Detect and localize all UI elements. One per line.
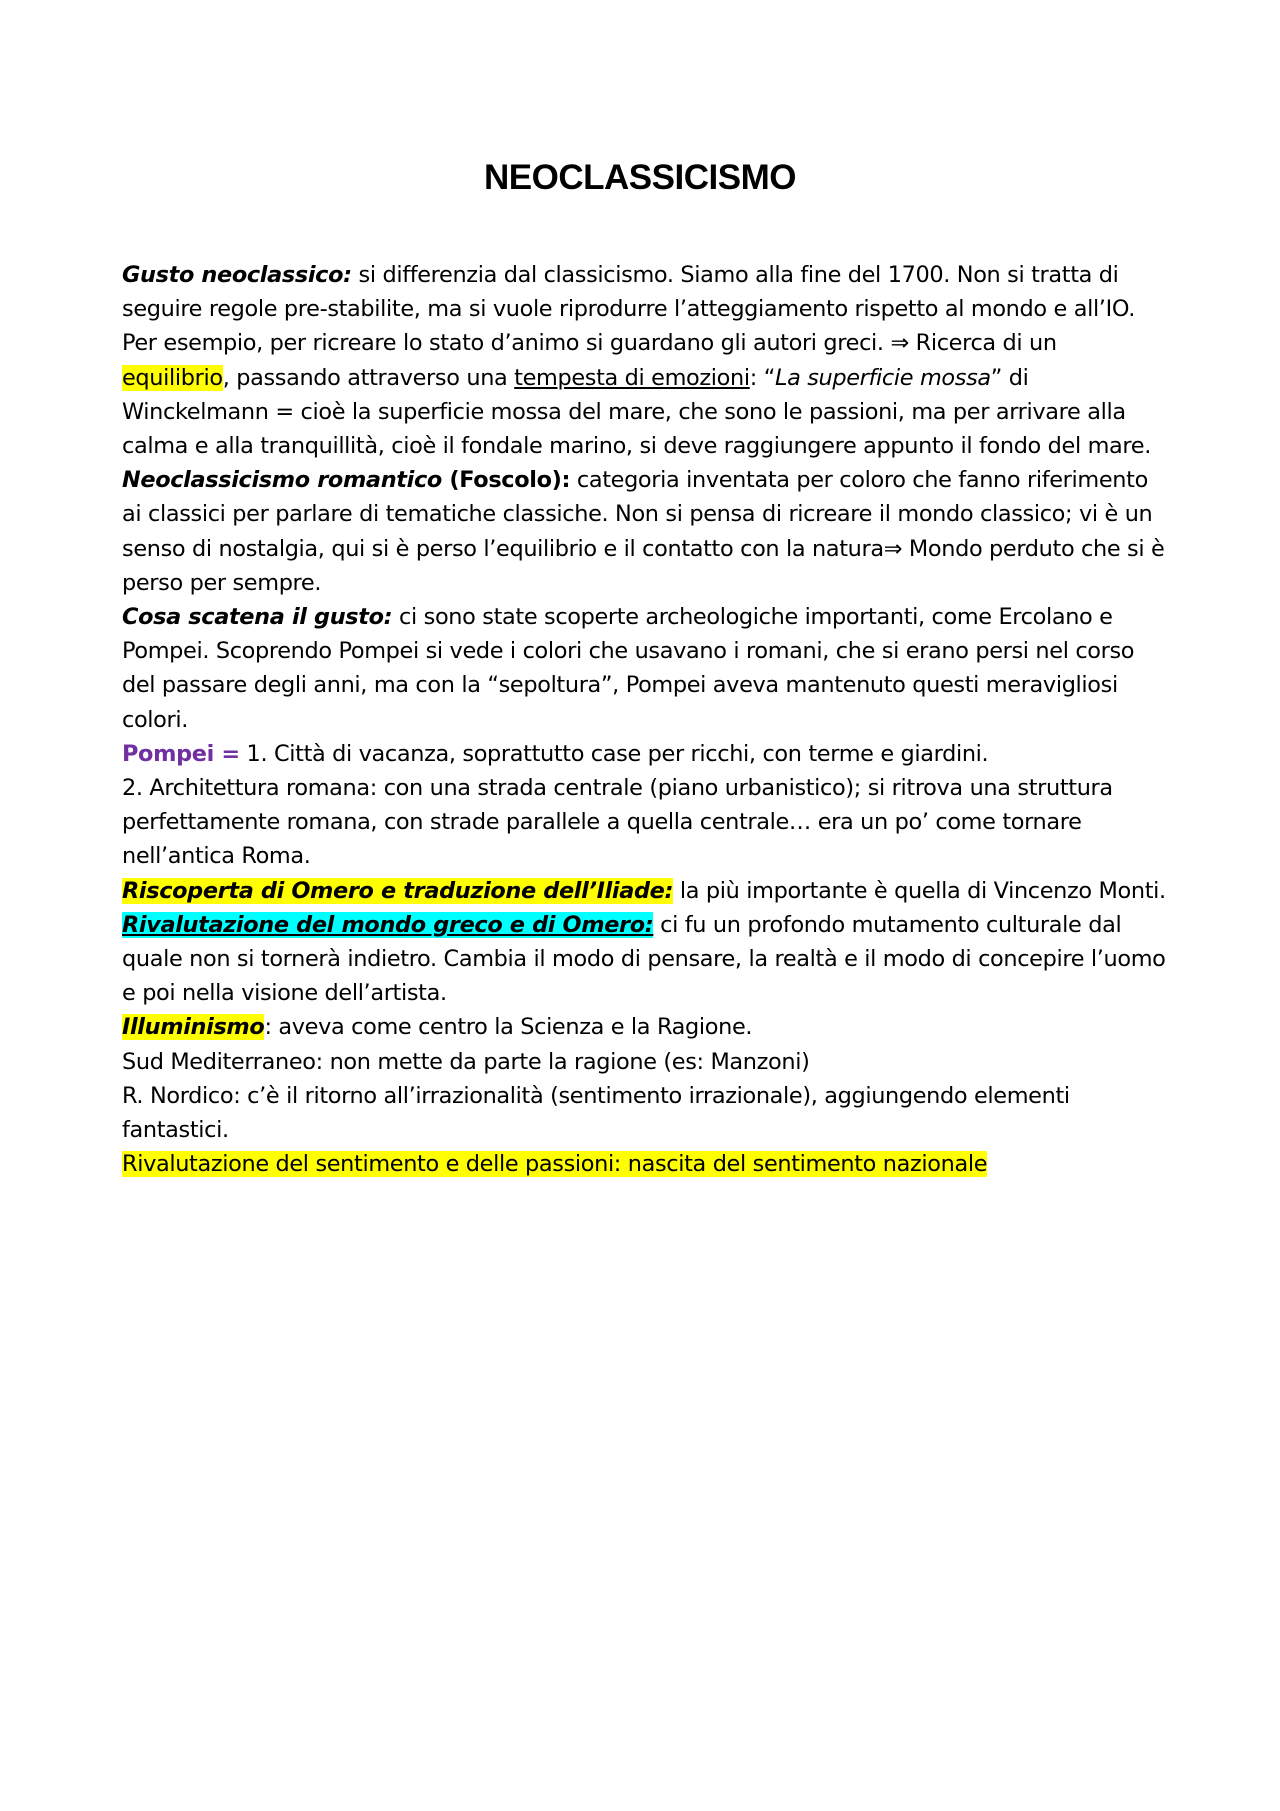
paragraph-pompei (122, 737, 1167, 771)
term-gusto-neoclassico: Gusto neoclassico: (122, 262, 352, 288)
quote-superficie-mossa: La superficie mossa (774, 364, 991, 391)
paragraph-neoclassicismo-romantico (122, 463, 1167, 600)
term-illuminismo: Illuminismo (122, 1014, 265, 1041)
paragraph-text: Sud Mediterraneo: non mette da parte la ragione (es: Manzoni) (122, 1048, 810, 1075)
paragraph-text: : aveva come centro la Scienza e la Ragione. (264, 1014, 753, 1041)
highlight-equilibrio: equilibrio (122, 364, 223, 391)
paragraph-text: 2. Architettura romana: con una strada centrale (piano urbanistico); si ritrova una struttura perfettamente romana, con strade parallele a quella centrale… era un po’ come tornare nell’antica Roma. (122, 775, 1113, 870)
paragraph-text: R. Nordico: c’è il ritorno all’irrazionalità (sentimento irrazionale), aggiungendo elementi fantastici. (122, 1082, 1070, 1144)
paragraph-sud-mediterraneo (122, 1045, 1167, 1079)
paragraph-architettura (122, 771, 1167, 874)
paragraph-text: 1. Città di vacanza, soprattutto case per ricchi, con terme e giardini. (239, 740, 989, 767)
highlight-rivalutazione-sentimento: Rivalutazione del sentimento e delle passioni: nascita del sentimento nazionale (122, 1151, 988, 1178)
paragraph-text: , passando attraverso una (222, 364, 515, 391)
paragraph-riscoperta-omero (122, 874, 1167, 908)
paragraph-text: si differenzia dal classicismo. Siamo alla fine del 1700. Non si tratta di seguire regole pre-stabilite, ma si vuole riprodurre l’atteggiamento rispetto al mondo e all’IO. Per esempio, per ricreare lo stato d’animo si guardano gli autori greci. ⇒ Ricerca di un (122, 262, 1135, 357)
term-cosa-scatena: Cosa scatena il gusto: (122, 604, 393, 631)
document-body (122, 258, 1167, 1181)
term-neoclassicismo-romantico: Neoclassicismo romantico (122, 467, 442, 494)
underline-tempesta: tempesta di emozioni (514, 364, 750, 391)
term-pompei: Pompei = (122, 740, 240, 767)
paragraph-cosa-scatena (122, 600, 1167, 737)
paragraph-text: categoria inventata per coloro che fanno riferimento ai classici per parlare di tematiche classiche. Non si pensa di ricreare il mondo classico; vi è un senso di nostalgia, qui si è perso l’equilibrio e il contatto con la natura⇒ Mondo perduto che si è perso per sempre. (122, 467, 1165, 596)
page-title: NEOCLASSICISMO (484, 158, 796, 197)
paragraph-illuminismo (122, 1010, 1167, 1044)
paragraph-rivalutazione-mondo-greco (122, 908, 1167, 1011)
term-riscoperta-omero: Riscoperta di Omero e traduzione dell’Iliade: (122, 877, 674, 904)
paragraph-text: ci fu un profondo mutamento culturale dal quale non si tornerà indietro. Cambia il modo di pensare, la realtà e il modo di concepire l’uomo e poi nella visione dell’artista. (122, 911, 1166, 1007)
paragraph-text: ci sono state scoperte archeologiche importanti, come Ercolano e Pompei. Scoprendo Pompei si vede i colori che usavano i romani, che si erano persi nel corso del passare degli anni, ma con la “sepoltura”, Pompei aveva mantenuto questi meravigliosi colori. (122, 604, 1135, 733)
paragraph-rivalutazione-sentimento (122, 1147, 1167, 1181)
paragraph-text: : “ (749, 364, 775, 391)
paragraph-text: la più importante è quella di Vincenzo Monti. (673, 877, 1166, 904)
term-rivalutazione-mondo-greco: Rivalutazione del mondo greco e di Omero: (122, 911, 654, 938)
paragraph-text: ” di Winckelmann = cioè la superficie mossa del mare, che sono le passioni, ma per arrivare alla calma e alla tranquillità, cioè il fondale marino, si deve raggiungere appunto il fondo del mare. (122, 364, 1151, 460)
term-foscolo: (Foscolo): (441, 467, 571, 494)
paragraph-r-nordico (122, 1079, 1167, 1147)
paragraph-gusto-neoclassico (122, 258, 1167, 463)
